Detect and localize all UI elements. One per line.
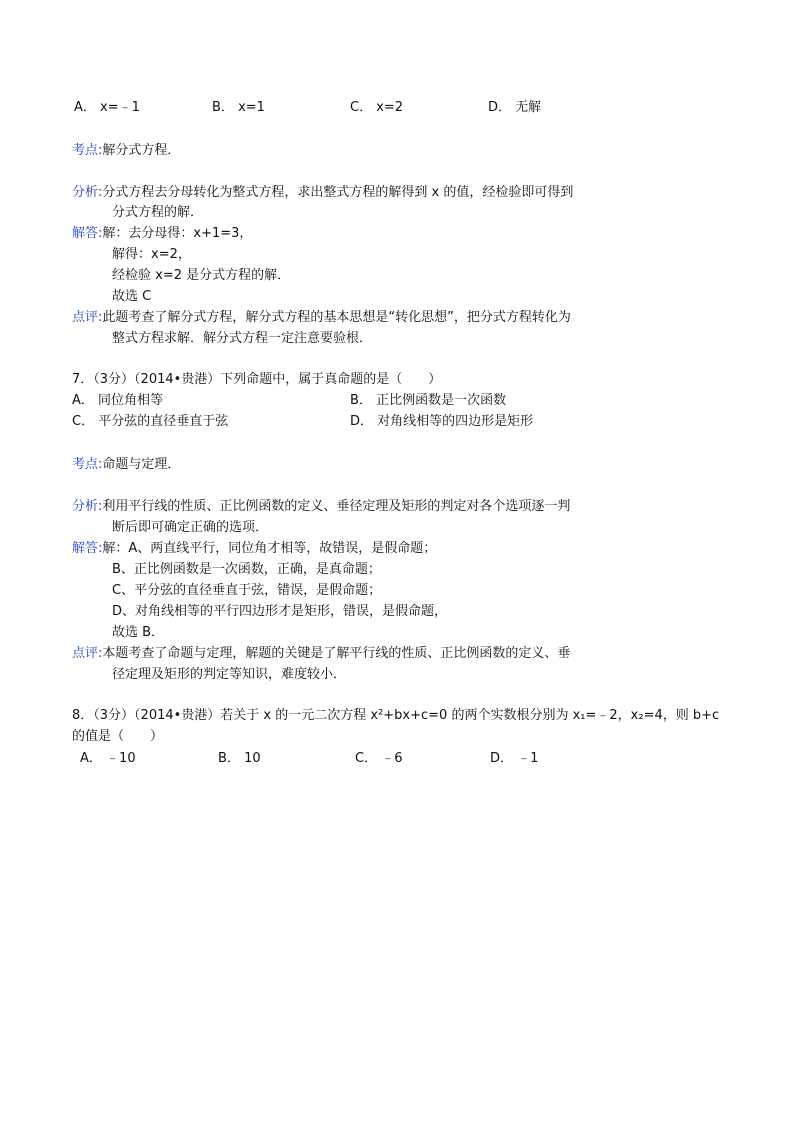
dianping-line: 整式方程求解．解分式方程一定注意要验根． [112, 331, 373, 346]
jieda-line: 经检验 x=2 是分式方程的解． [112, 268, 291, 283]
jieda-label: 解答: [72, 226, 103, 241]
jieda-row: 解答:解：去分母得：x+1=3， [72, 226, 253, 241]
question-stem: 7．（3分）（2014•贵港）下列命题中，属于真命题的是（ ） [72, 372, 442, 387]
option-b: B． 10 [218, 751, 261, 766]
option-a: A． x=﹣1 [74, 100, 140, 115]
dianping-row: 点评:本题考查了命题与定理，解题的关键是了解平行线的性质、正比例函数的定义、垂 [72, 646, 571, 661]
jieda-label: 解答: [72, 541, 103, 556]
jieda-line: 故选 B． [112, 625, 165, 640]
option-c: C． 平分弦的直径垂直于弦 [72, 414, 229, 429]
dianping-label: 点评: [72, 310, 103, 325]
dianping-label: 点评: [72, 646, 103, 661]
jieda-line: C、平分弦的直径垂直于弦，错误，是假命题； [112, 583, 382, 598]
option-d: D． 无解 [488, 100, 542, 115]
option-c: C． ﹣6 [355, 751, 403, 766]
question-stem: 8．（3分）（2014•贵港）若关于 x 的一元二次方程 x²+bx+c=0 的两个实数根分别为 x₁=﹣2，x₂=4，则 b+c [72, 708, 720, 723]
option-d: D． ﹣1 [490, 751, 539, 766]
kaodian-label: 考点: [72, 457, 103, 472]
fenxi-label: 分析: [72, 499, 103, 514]
fenxi-line: 断后即可确定正确的选项． [112, 520, 269, 535]
dianping-line: 径定理及矩形的判定等知识，难度较小． [112, 667, 347, 682]
option-a: A． ﹣10 [80, 751, 136, 766]
jieda-line: D、对角线相等的平行四边形才是矩形，错误，是假命题， [112, 604, 448, 619]
option-b: B． x=1 [212, 100, 265, 115]
kaodian-label: 考点: [72, 143, 103, 158]
kaodian-row: 考点:命题与定理． [72, 457, 181, 472]
jieda-line: B、正比例函数是一次函数，正确，是真命题； [112, 562, 381, 577]
question-stem-cont: 的值是（ ） [72, 729, 164, 744]
option-d: D． 对角线相等的四边形是矩形 [350, 414, 534, 429]
kaodian-row: 考点:解分式方程． [72, 143, 181, 158]
dianping-row: 点评:此题考查了解分式方程，解分式方程的基本思想是“转化思想”，把分式方程转化为 [72, 310, 571, 325]
jieda-row: 解答:解：A、两直线平行，同位角才相等，故错误，是假命题； [72, 541, 437, 556]
jieda-line: 解得：x=2， [112, 247, 191, 262]
fenxi-label: 分析: [72, 185, 103, 200]
fenxi-line: 分式方程的解． [112, 205, 204, 220]
jieda-line: 故选 C [112, 289, 152, 304]
fenxi-row: 分析:分式方程去分母转化为整式方程，求出整式方程的解得到 x 的值，经检验即可得到 [72, 185, 574, 200]
fenxi-row: 分析:利用平行线的性质、正比例函数的定义、垂径定理及矩形的判定对各个选项逐一判 [72, 499, 571, 514]
option-b: B． 正比例函数是一次函数 [350, 393, 507, 408]
option-a: A． 同位角相等 [72, 393, 164, 408]
option-c: C． x=2 [350, 100, 404, 115]
